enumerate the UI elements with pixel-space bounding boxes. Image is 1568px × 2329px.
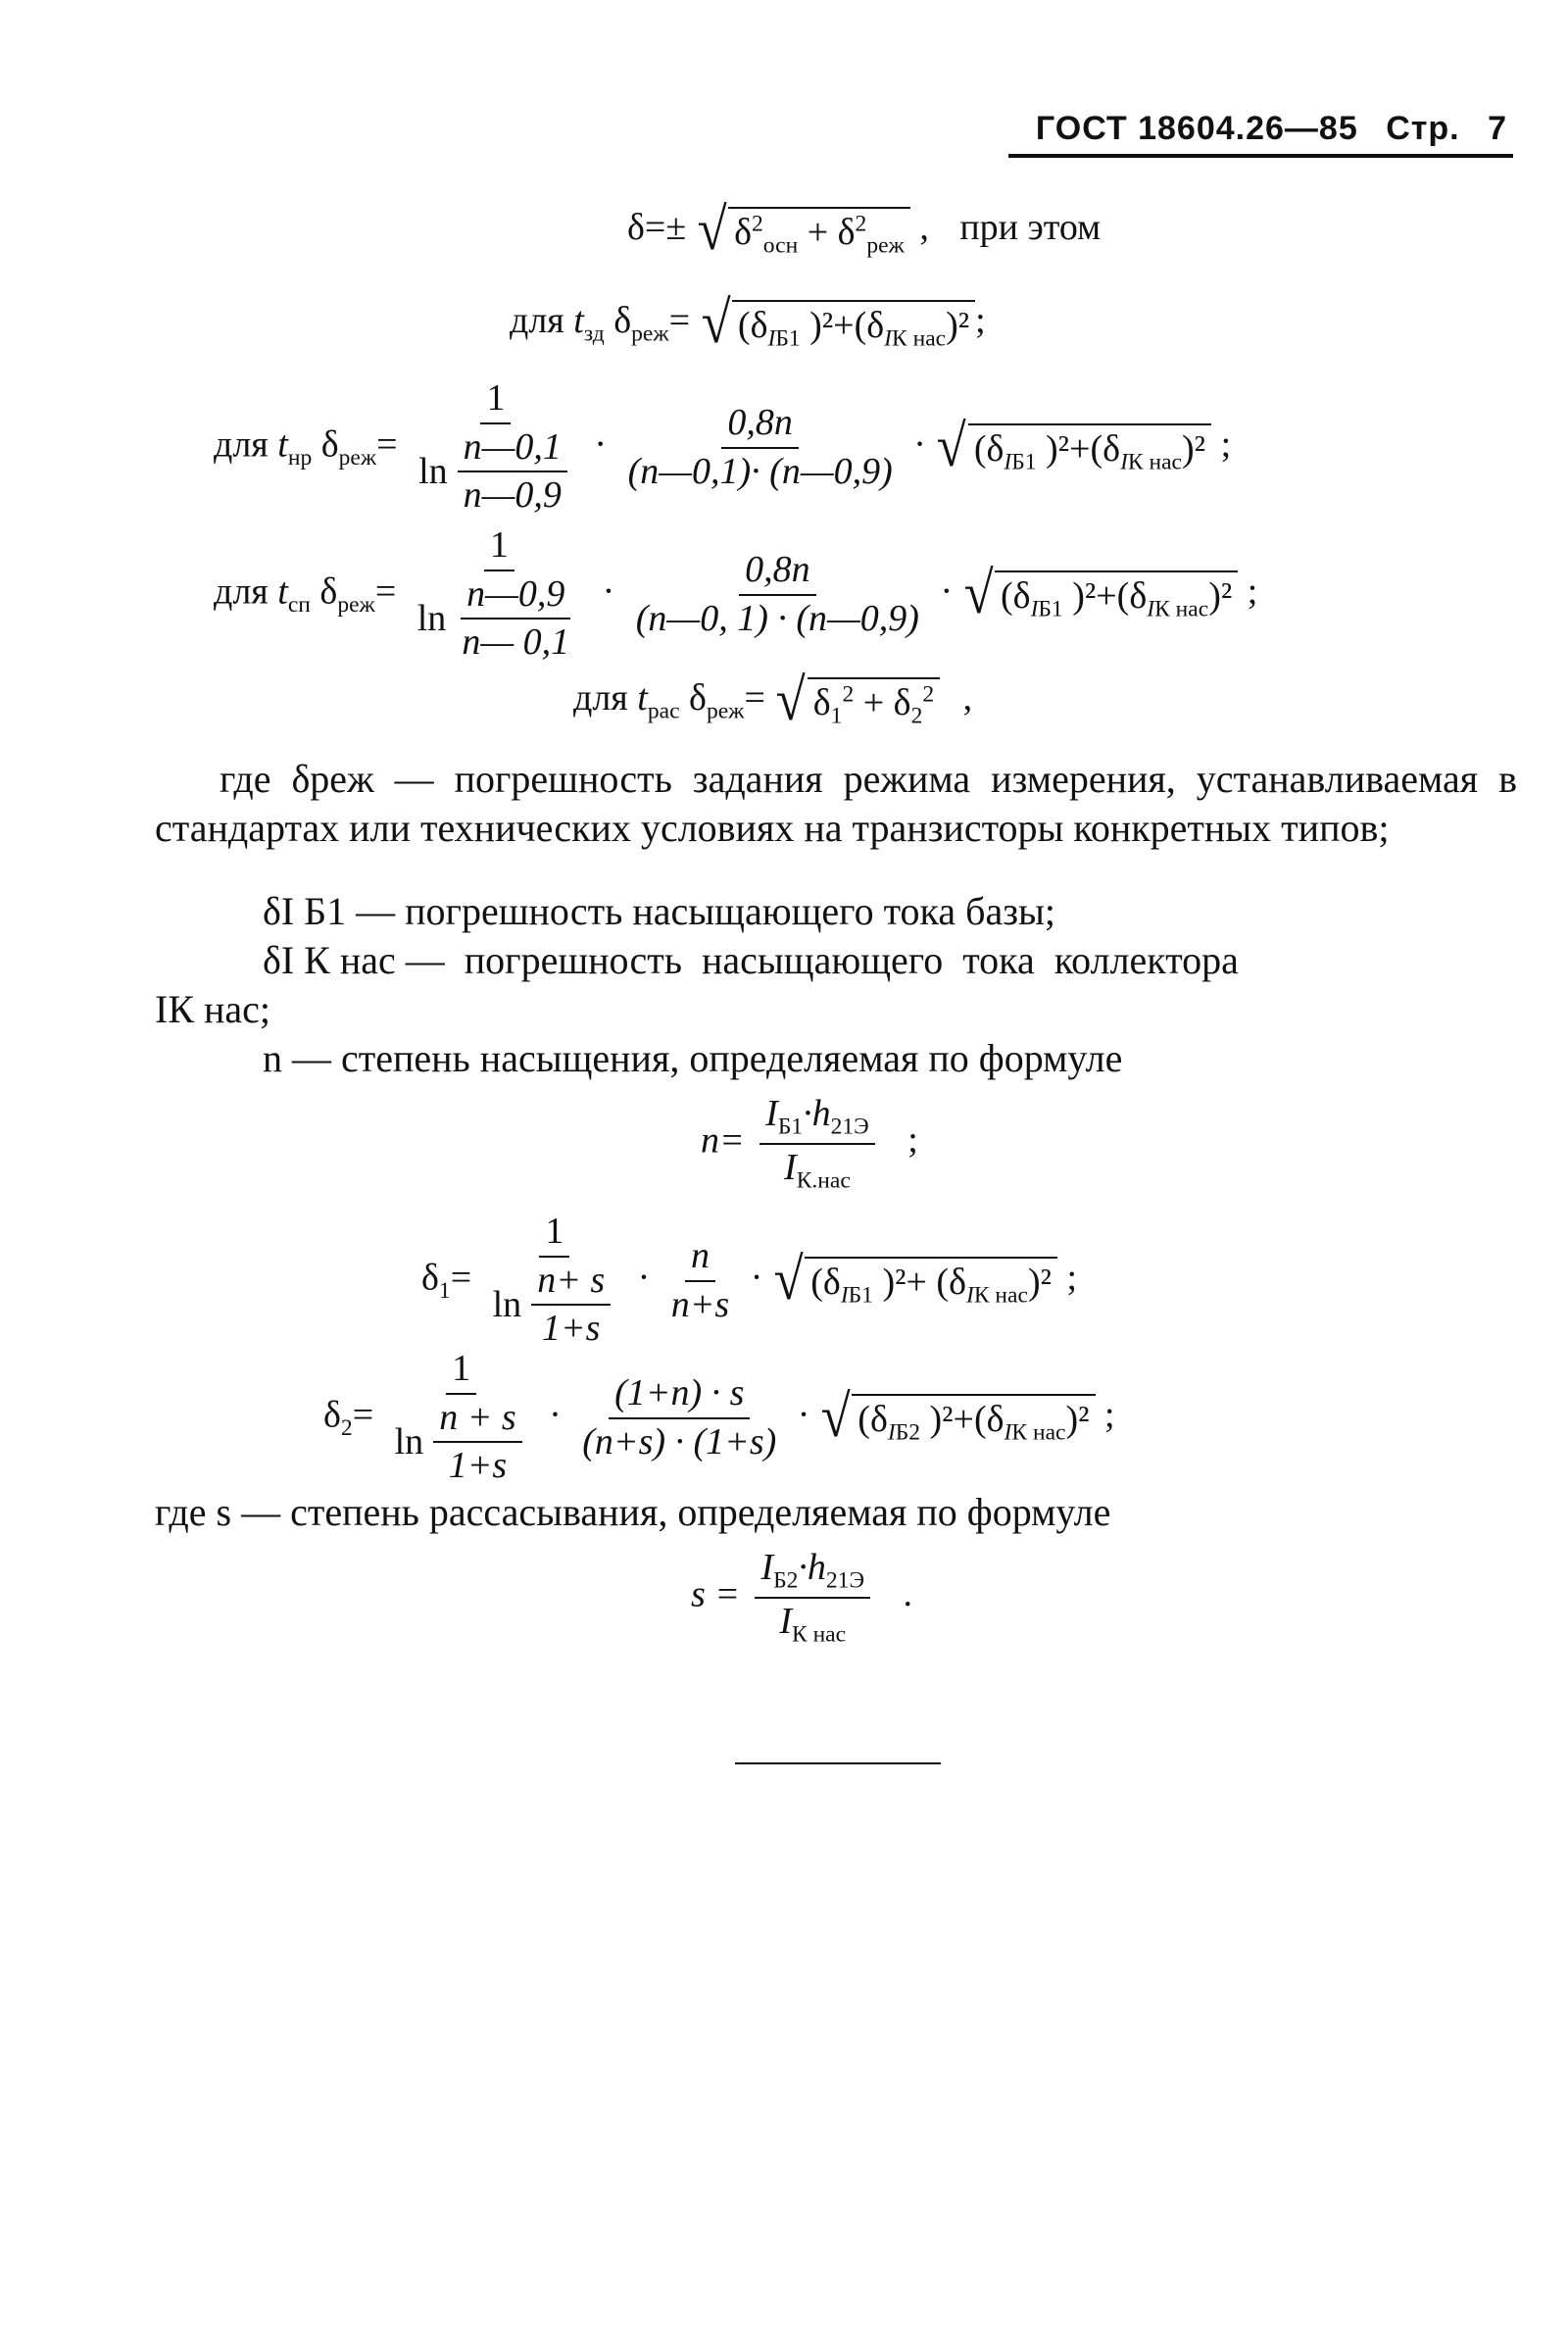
equation-n: n= $\frac{I_{Б1}\cdot h_{21Э}}{I_{К.нас}}$ ; — [701, 1093, 918, 1194]
fraction: 1 ln $\frac{n+ s}{1+s}$ — [487, 1211, 623, 1351]
page-label: Стр. — [1386, 110, 1460, 147]
equation-tsp: для $t_{сп}$ $\delta_{реж}=$ 1 ln $\frac{n—0,9}{n— 0,1}$ · $\frac{0,8n}{(n—0, 1) \cdot (n—0,9)}$ · √ ($\delta_{IБ1}$ )$^2+(\delta_{IК нас})^2$ ; — [214, 524, 1258, 664]
definition-delta-ib1: δI Б1 — погрешность насыщающего тока базы; — [263, 889, 1056, 933]
equation-comment: при этом — [959, 207, 1102, 249]
fraction: $\frac{I_{Б1}\cdot h_{21Э}}{I_{К.нас}}$ — [760, 1093, 875, 1194]
header-rule — [1008, 154, 1513, 158]
equation-tras: для $t_{рас}$ $\delta_{реж}=$ √ $\delta_1^2 + \delta_2^2$ , — [573, 668, 973, 733]
sqrt: √ ($\delta_{IБ1}$ )$^2+(\delta_{IК нас})^2$ — [962, 565, 1239, 624]
fraction: $\frac{I_{Б2}\cdot h_{21Э}}{I_{К нас}}$ — [755, 1547, 870, 1648]
sqrt: √ ($\delta_{IБ2}$ )$^2+(\delta_{IК нас})^2$ — [819, 1388, 1096, 1448]
definition-s: где s — степень рассасывания, определяемая по формуле — [155, 1490, 1111, 1534]
paragraph-delta-rezh: где δреж — погрешность задания режима измерения, устанавливаемая в стандартах или технических условиях на транзисторы конкретных типов; — [155, 757, 1517, 850]
equation-tnr: для $t_{нр}$ $\delta_{реж}=$ 1 ln $\frac{n—0,1}{n—0,9}$ · $\frac{0,8n}{(n—0,1)\cdot (n—0,9)}$ · √ ($\delta_{IБ1}$ )$^2+(\delta_{IК нас})^2$ ; — [214, 377, 1232, 517]
definition-n: n — степень насыщения, определяемая по формуле — [263, 1036, 1123, 1080]
fraction: $\frac{(1+n) \cdot s}{(n+s) \cdot (1+s)}$ — [582, 1371, 777, 1462]
sqrt: √ ($\delta_{IБ1}$ )$^2+(\delta_{IК нас})^2$ — [935, 418, 1211, 477]
fraction: $\frac{0,8n}{(n—0,1)\cdot (n—0,9)}$ — [627, 401, 893, 492]
fraction: $\frac{0,8n}{(n—0, 1) \cdot (n—0,9)}$ — [635, 548, 919, 639]
equation-s: s = $\frac{I_{Б2}\cdot h_{21Э}}{I_{К нас}}$ . — [691, 1547, 912, 1648]
page-header — [1018, 110, 1507, 148]
fraction: 1 ln $\frac{n—0,1}{n—0,9}$ — [413, 377, 579, 518]
sqrt: √ $\delta_1^2 + \delta_2^2$ — [774, 671, 940, 731]
equation-delta-total: δ=± √ $\delta^2_{осн} + \delta^2_{реж}$ , при этом — [627, 197, 1102, 263]
page-number: 7 — [1488, 110, 1507, 147]
equation-delta1: $\delta_1=$ 1 ln $\frac{n+ s}{1+s}$ · $\frac{n}{n+s}$ · √ ($\delta_{IБ1}$ )$^2+ (\delta_{IК нас})^2$ ; — [421, 1211, 1078, 1350]
definition-delta-ik: δI К нас — погрешность насыщающего тока коллектора — [263, 938, 1239, 982]
fraction: $\frac{n}{n+s}$ — [670, 1234, 730, 1325]
equation-delta2: $\delta_2=$ 1 ln $\frac{n + s}{1+s}$ · $\frac{(1+n) \cdot s}{(n+s) \cdot (1+s)}$ · √ ($\delta_{IБ2}$ )$^2+(\delta_{IК нас})^2$ ; — [323, 1348, 1115, 1487]
fraction: 1 ln $\frac{n—0,9}{n— 0,1}$ — [416, 524, 570, 664]
sqrt: √ $\delta^2_{осн} + \delta^2_{реж}$ — [696, 201, 910, 261]
definition-ik-nas: IК нас; — [155, 987, 271, 1031]
equation-tzd: для $t_{зд}$ $\delta_{реж}=$ √ ($\delta_{IБ1}$ )$^2+(\delta_{IК нас})^2$ ; — [510, 290, 986, 356]
standard-number: ГОСТ 18604.26—85 — [1035, 110, 1358, 147]
sqrt: √ ($\delta_{IБ1}$ )$^2+(\delta_{IК нас})^2$ — [700, 294, 976, 354]
fraction: 1 ln $\frac{n + s}{1+s}$ — [389, 1348, 534, 1488]
sqrt: √ ($\delta_{IБ1}$ )$^2+ (\delta_{IК нас})^2$ — [772, 1251, 1057, 1311]
end-rule — [735, 1762, 941, 1764]
